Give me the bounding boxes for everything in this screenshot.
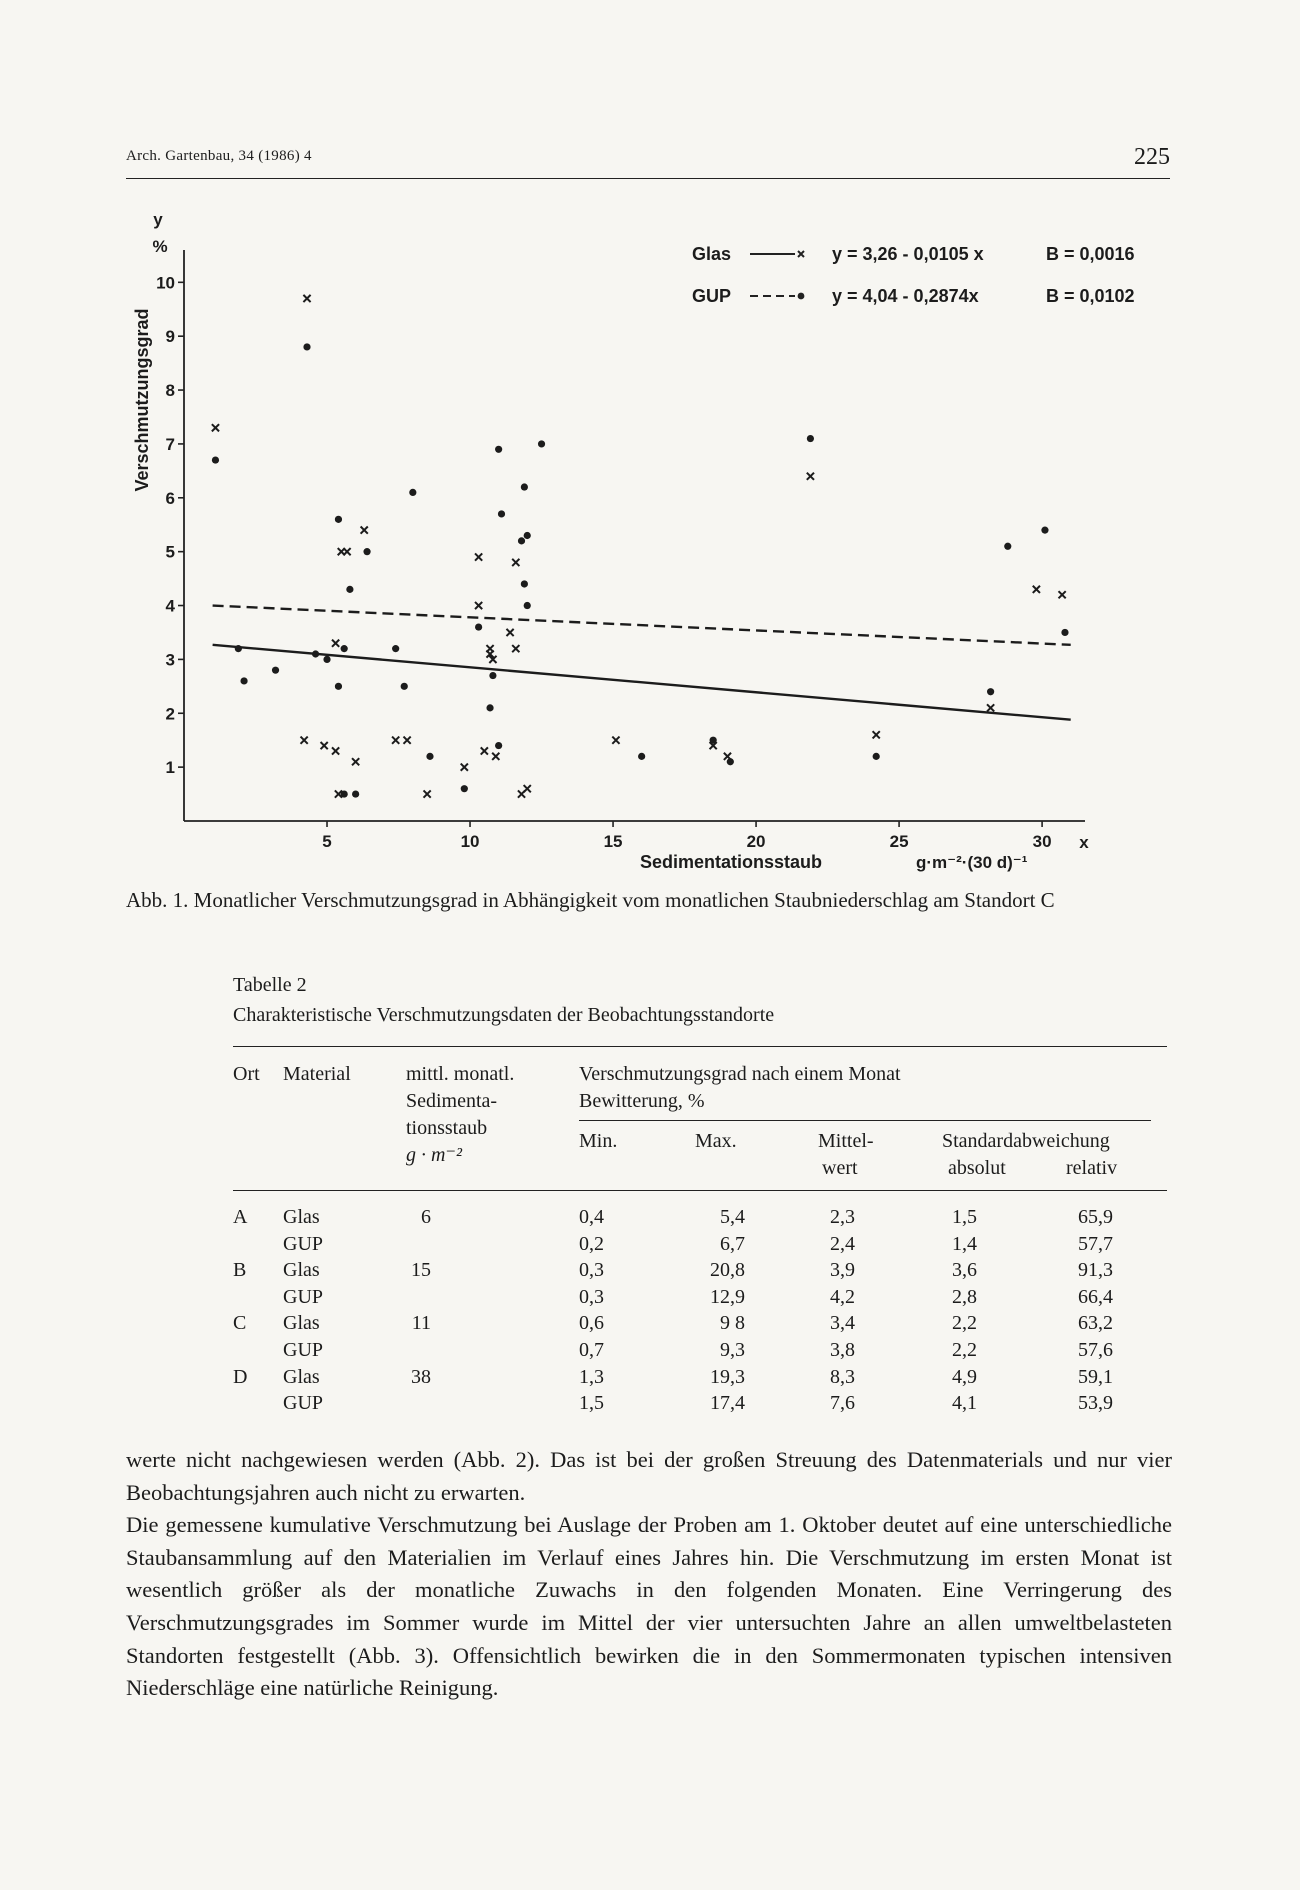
table-cell-mittel: 4,2: [830, 1285, 855, 1308]
table-cell-material: Glas: [283, 1312, 320, 1335]
data-point-cross: [361, 527, 368, 534]
table-cell-rel: 53,9: [1078, 1392, 1113, 1415]
header-ort: Ort: [233, 1063, 260, 1085]
header-max: Max.: [695, 1130, 737, 1152]
data-point-cross: [492, 753, 499, 760]
header-min: Min.: [579, 1130, 618, 1152]
table-cell-mittel: 3,9: [830, 1259, 855, 1282]
table-cell-max: 6,7: [720, 1232, 745, 1255]
table-cell-material: GUP: [283, 1232, 324, 1255]
chart-legend: [692, 244, 1135, 306]
header-sediment-1: mittl. monatl.: [406, 1063, 515, 1085]
data-point-cross: [332, 640, 339, 647]
table-cell-rel: 65,9: [1078, 1206, 1113, 1228]
table-cell-ort: D: [233, 1365, 248, 1388]
table-cell-min: 0,3: [579, 1285, 604, 1308]
data-point-dot: [1004, 543, 1011, 550]
table-cell-material: GUP: [283, 1285, 324, 1308]
data-points: [212, 295, 1069, 798]
x-axis-label: Sedimentationsstaub: [640, 852, 823, 872]
y-tick-label: 3: [165, 650, 175, 670]
data-point-dot: [521, 483, 528, 490]
data-point-cross: [475, 602, 482, 609]
x-tick-label: 15: [603, 832, 623, 851]
data-point-cross: [404, 737, 411, 744]
header-group-1: Verschmutzungsgrad nach einem Monat: [579, 1063, 901, 1085]
table-cell-abs: 1,5: [952, 1206, 977, 1228]
data-point-dot: [341, 790, 348, 797]
y-tick-label: 4: [165, 596, 175, 616]
data-point-dot: [538, 440, 545, 447]
data-point-dot: [489, 672, 496, 679]
y-tick-label: 2: [165, 704, 175, 724]
data-point-cross: [461, 764, 468, 771]
legend-gup-name: GUP: [692, 286, 732, 306]
table-title: Charakteristische Verschmutzungsdaten der Beobachtungsstandorte: [233, 1004, 775, 1026]
legend-glas-b: B = 0,0016: [1046, 244, 1135, 264]
table-cell-abs: 4,1: [952, 1392, 977, 1415]
data-point-dot: [312, 650, 319, 657]
legend-gup-equation: y = 4,04 - 0,2874x: [832, 286, 979, 306]
data-point-cross: [873, 731, 880, 738]
y-tick-label: 5: [165, 542, 175, 562]
body-text: [126, 1444, 1172, 1705]
fit-line-gup: [213, 606, 1071, 645]
data-point-cross: [987, 704, 994, 711]
paragraph: werte nicht nachgewiesen werden (Abb. 2). Das ist bei der großen Streuung des Datenmaterials und nur vier Beobachtungsjahren auch nicht zu erwarten.: [126, 1447, 1172, 1505]
figure-caption: Abb. 1. Monatlicher Verschmutzungsgrad in Abhängigkeit vom monatlichen Staubniederschlag am Standort C: [126, 888, 1055, 912]
header-absolut: absolut: [948, 1157, 1006, 1179]
table-cell-abs: 2,2: [952, 1339, 977, 1361]
table-cell-abs: 2,2: [952, 1312, 977, 1335]
table-cell-abs: 3,6: [952, 1259, 977, 1282]
data-point-dot: [1061, 629, 1068, 636]
table-cell-max: 9,3: [720, 1339, 745, 1361]
table-cell-min: 0,4: [579, 1206, 604, 1228]
table-cell-ort: C: [233, 1312, 247, 1335]
data-point-cross: [475, 553, 482, 560]
table-cell-mittel: 2,4: [830, 1232, 855, 1255]
data-point-dot: [987, 688, 994, 695]
x-axis-unit: g·m⁻²·(30 d)⁻¹: [916, 853, 1028, 872]
table-cell-min: 1,5: [579, 1392, 604, 1415]
data-point-dot: [495, 446, 502, 453]
data-point-dot: [524, 602, 531, 609]
data-point-dot: [341, 645, 348, 652]
header-material: Material: [283, 1063, 351, 1085]
table-header-rule: [233, 1190, 1167, 1191]
data-point-cross: [506, 629, 513, 636]
data-point-dot: [1041, 527, 1048, 534]
table-top-rule: [233, 1046, 1167, 1047]
table-cell-rel: 91,3: [1078, 1259, 1113, 1282]
data-point-dot: [518, 537, 525, 544]
data-point-dot: [335, 516, 342, 523]
header-mittel-2: wert: [822, 1157, 858, 1179]
data-point-cross: [512, 645, 519, 652]
data-point-cross: [212, 424, 219, 431]
data-point-cross: [332, 747, 339, 754]
table-cell-max: 17,4: [710, 1392, 745, 1415]
table-cell-material: Glas: [283, 1206, 320, 1228]
table-cell-ort: A: [233, 1206, 248, 1228]
data-point-dot: [363, 548, 370, 555]
data-point-dot: [212, 456, 219, 463]
running-head: Arch. Gartenbau, 34 (1986) 4: [126, 148, 312, 164]
y-tick-label: 9: [165, 327, 175, 347]
table-cell-max: 9 8: [720, 1312, 745, 1335]
paragraph: Die gemessene kumulative Verschmutzung bei Auslage der Proben am 1. Oktober deutet auf eine unterschiedliche Staubansammlung auf den Materialien im Verlauf eines Jahres hin. Die Verschmutzung im ersten Monat ist wesentlich größer als der monatliche Zuwachs in den folgenden Monaten. Eine Verringerung des Verschmutzungsgrades im Sommer wurde im Mittel der vier untersuchten Jahre an allen umweltbelasteten Standorten festgestellt (Abb. 3). Offensichtlich bewirken die in den Sommermonaten typischen intensiven Niederschläge eine natürliche Reinigung.: [126, 1512, 1172, 1701]
data-point-dot: [235, 645, 242, 652]
table-cell-min: 1,3: [579, 1365, 604, 1388]
data-point-dot: [352, 790, 359, 797]
table-cell-abs: 2,8: [952, 1285, 977, 1308]
legend-gup-marker: [798, 293, 805, 300]
legend-glas-marker: [798, 251, 804, 257]
table-cell-sed: 11: [411, 1312, 431, 1335]
data-point-dot: [638, 753, 645, 760]
page-number: 225: [1134, 144, 1170, 170]
table-cell-mittel: 8,3: [830, 1365, 855, 1388]
x-tick-label: 10: [460, 832, 480, 851]
data-point-cross: [612, 737, 619, 744]
x-tick-label: 20: [746, 832, 766, 851]
header-group-2: Bewitterung, %: [579, 1090, 705, 1112]
x-axis-letter: x: [1079, 833, 1089, 852]
table-cell-max: 12,9: [710, 1285, 745, 1308]
data-point-dot: [335, 683, 342, 690]
header-sediment-2: Sedimenta-: [406, 1090, 498, 1112]
header-sediment-unit: g · m⁻²: [406, 1144, 462, 1166]
table-cell-max: 19,3: [710, 1365, 745, 1388]
scatter-chart: [0, 0, 1300, 880]
table-cell-min: 0,7: [579, 1339, 604, 1361]
data-point-cross: [303, 295, 310, 302]
data-point-cross: [481, 747, 488, 754]
data-point-cross: [1033, 586, 1040, 593]
table-cell-material: GUP: [283, 1392, 324, 1415]
data-point-cross: [301, 737, 308, 744]
data-point-dot: [323, 656, 330, 663]
header-std: Standardabweichung: [942, 1130, 1110, 1152]
legend-glas-equation: y = 3,26 - 0,0105 x: [832, 244, 984, 264]
data-point-cross: [424, 790, 431, 797]
table-cell-max: 5,4: [720, 1206, 745, 1228]
header-mittel-1: Mittel-: [818, 1130, 874, 1152]
data-point-dot: [272, 667, 279, 674]
table-cell-rel: 59,1: [1078, 1365, 1113, 1388]
data-point-dot: [710, 737, 717, 744]
data-point-cross: [352, 758, 359, 765]
chart-axes: [184, 250, 1085, 821]
table-cell-rel: 57,7: [1078, 1232, 1113, 1255]
table-cell-material: Glas: [283, 1259, 320, 1282]
table-cell-material: GUP: [283, 1339, 324, 1361]
y-tick-label: 1: [165, 758, 175, 778]
legend-gup-b: B = 0,0102: [1046, 286, 1135, 306]
data-point-cross: [807, 473, 814, 480]
data-point-dot: [498, 510, 505, 517]
data-point-dot: [346, 586, 353, 593]
data-point-cross: [343, 548, 350, 555]
table-cell-sed: 38: [411, 1365, 431, 1388]
data-point-dot: [240, 677, 247, 684]
data-point-dot: [475, 623, 482, 630]
y-axis-label: Verschmutzungsgrad: [132, 308, 152, 492]
table-cell-mittel: 7,6: [830, 1392, 855, 1415]
table-cell-sed: 15: [411, 1259, 431, 1282]
data-point-cross: [1059, 591, 1066, 598]
data-point-dot: [303, 343, 310, 350]
data-point-dot: [873, 753, 880, 760]
table-cell-max: 20,8: [710, 1259, 745, 1282]
y-tick-label: 7: [165, 434, 175, 454]
data-point-cross: [486, 645, 493, 652]
table-cell-rel: 63,2: [1078, 1312, 1113, 1335]
data-point-dot: [409, 489, 416, 496]
x-tick-label: 5: [322, 832, 332, 851]
table-cell-min: 0,6: [579, 1312, 604, 1335]
legend-glas-name: Glas: [692, 244, 732, 264]
data-point-dot: [807, 435, 814, 442]
fit-line-glas: [213, 645, 1071, 720]
y-tick-label: 8: [165, 381, 175, 401]
table-group-rule: [579, 1120, 1151, 1121]
regression-lines: [213, 606, 1071, 720]
header-relativ: relativ: [1066, 1157, 1118, 1179]
data-point-dot: [486, 704, 493, 711]
y-tick-label: 10: [156, 273, 175, 293]
table-cell-ort: B: [233, 1259, 247, 1282]
y-axis-unit: %: [152, 237, 168, 256]
data-point-cross: [321, 742, 328, 749]
table-cell-mittel: 3,4: [830, 1312, 855, 1335]
data-point-cross: [524, 785, 531, 792]
table-cell-rel: 66,4: [1078, 1285, 1113, 1308]
table-cell-min: 0,2: [579, 1232, 604, 1255]
table-cell-material: Glas: [283, 1365, 320, 1388]
data-point-dot: [401, 683, 408, 690]
data-point-dot: [521, 580, 528, 587]
table-cell-sed: 6: [421, 1206, 431, 1228]
data-point-cross: [392, 737, 399, 744]
table-cell-mittel: 3,8: [830, 1339, 855, 1361]
axis-ticks: [156, 273, 1051, 851]
data-point-dot: [727, 758, 734, 765]
y-tick-label: 6: [165, 488, 175, 508]
data-point-dot: [392, 645, 399, 652]
table-cell-abs: 1,4: [952, 1232, 977, 1255]
x-tick-label: 30: [1032, 832, 1052, 851]
data-point-dot: [461, 785, 468, 792]
header-sediment-3: tionsstaub: [406, 1117, 488, 1139]
data-point-dot: [524, 532, 531, 539]
table-cell-mittel: 2,3: [830, 1206, 855, 1228]
table-cell-abs: 4,9: [952, 1365, 977, 1388]
data-point-cross: [512, 559, 519, 566]
table-cell-min: 0,3: [579, 1259, 604, 1282]
data-point-dot: [426, 753, 433, 760]
table-label: Tabelle 2: [233, 974, 307, 996]
y-axis-letter: y: [153, 210, 163, 229]
data-point-dot: [495, 742, 502, 749]
x-tick-label: 25: [889, 832, 909, 851]
table-cell-rel: 57,6: [1078, 1339, 1113, 1361]
